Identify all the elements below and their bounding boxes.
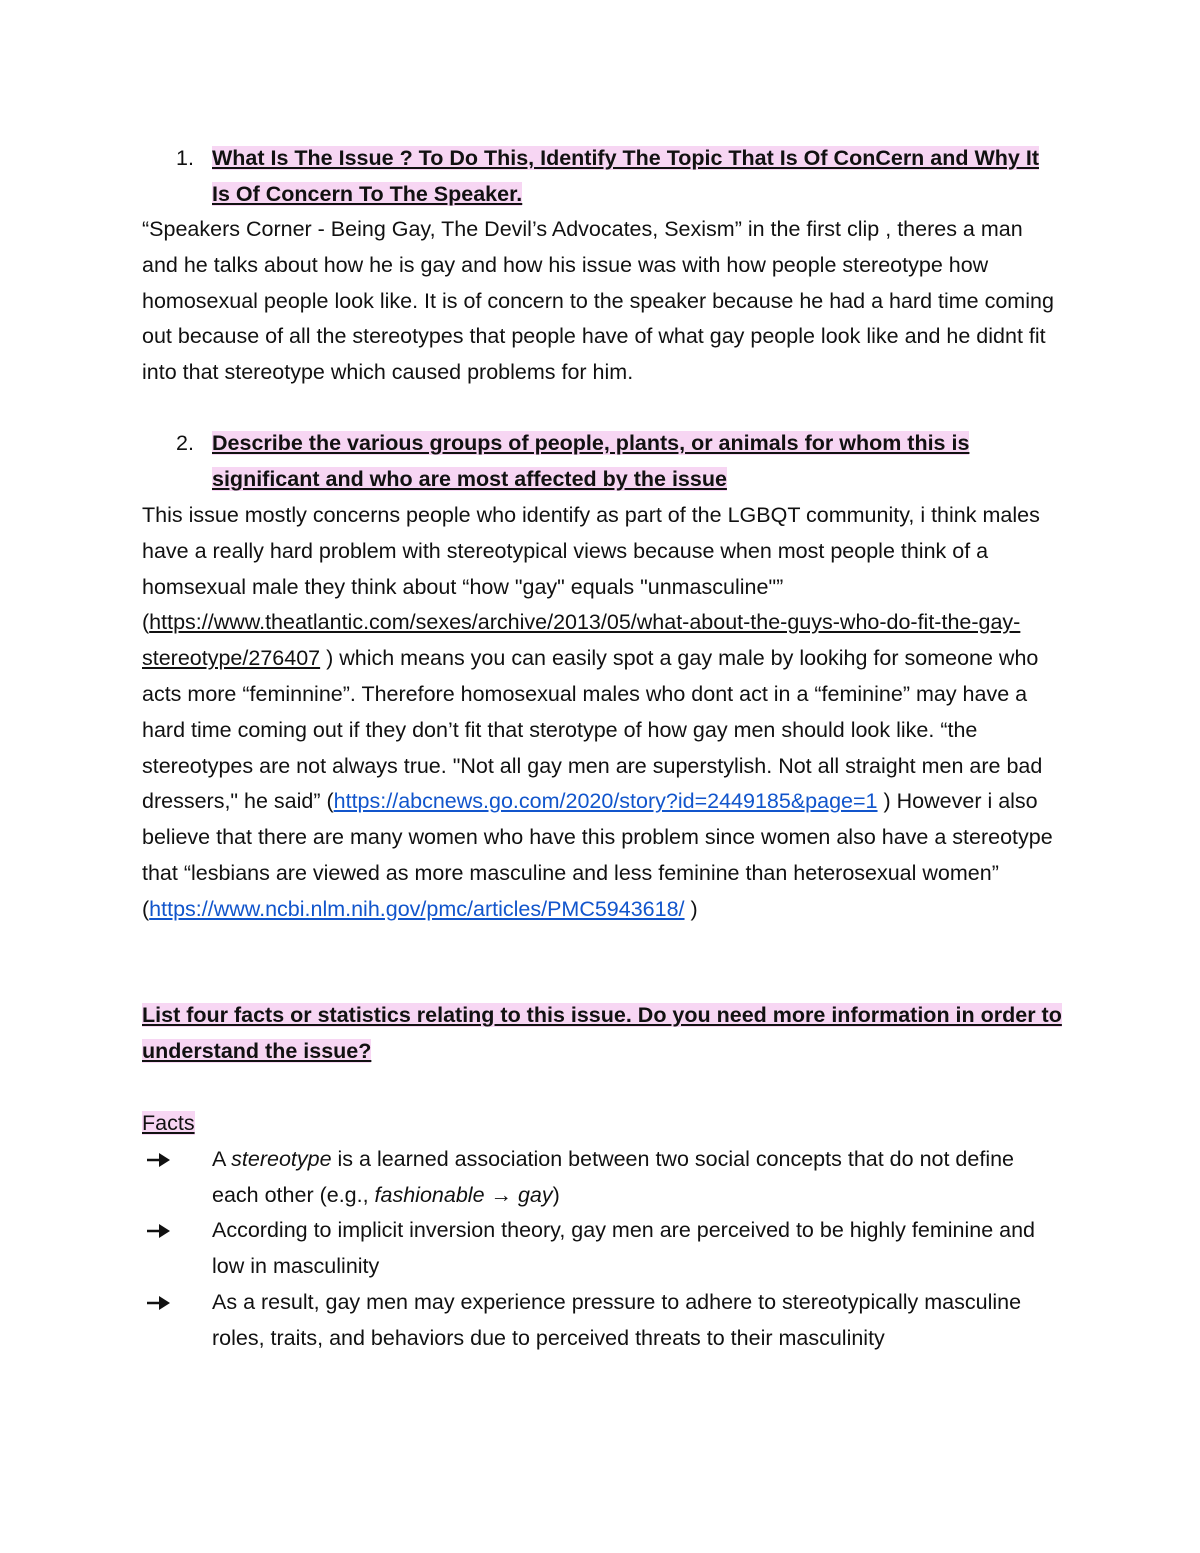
fact-text: )	[552, 1182, 560, 1207]
arrow-bullet-icon	[142, 1213, 202, 1240]
arrow-bullet-icon	[142, 1285, 202, 1312]
question-1-number: 1.	[176, 146, 194, 170]
answer-text: )	[684, 896, 698, 921]
facts-heading: Facts	[142, 1111, 195, 1135]
question-3	[142, 998, 1062, 1070]
question-2-answer	[142, 498, 1062, 928]
fact-text: is a learned association between two social concepts that do not define each other (e.g.,	[212, 1147, 1015, 1207]
fact-example: fashionable → gay	[374, 1182, 553, 1207]
facts-section	[142, 1106, 1062, 1142]
fact-bullet-3	[142, 1285, 1062, 1357]
fact-text: A	[212, 1147, 232, 1171]
fact-bullet-2	[142, 1213, 1062, 1285]
question-1	[142, 141, 1062, 213]
abcnews-link[interactable]: https://abcnews.go.com/2020/story?id=2449185&page=1	[333, 789, 878, 814]
answer-text: This issue mostly concerns people who identify as part of the LGBQT community, i think males have a really hard problem with stereotypical views because when most people think of a homsexual male they think about “how "gay" equals "unmasculine"” (	[142, 503, 1040, 635]
question-3-heading: List four facts or statistics relating to this issue. Do you need more information in order to understand the issue?	[142, 1003, 1062, 1063]
fact-text: According to implicit inversion theory, gay men are perceived to be highly feminine and low in masculinity	[212, 1218, 1036, 1278]
question-2-number: 2.	[176, 431, 194, 455]
fact-text: As a result, gay men may experience pressure to adhere to stereotypically masculine roles, traits, and behaviors due to perceived threats to their masculinity	[212, 1290, 1022, 1350]
question-1-answer: “Speakers Corner - Being Gay, The Devil’s Advocates, Sexism” in the first clip , theres a man and he talks about how he is gay and how his issue was with how people stereotype how homosexual people look like. It is of concern to the speaker because he had a hard time coming out because of all the stereotypes that people have of what gay people look like and he didnt fit into that stereotype which caused problems for him.	[142, 217, 1054, 385]
atlantic-link[interactable]: https://www.theatlantic.com/sexes/archive/2013/05/what-about-the-guys-who-do-fit-the-gay-stereotype/276407	[142, 610, 1021, 671]
fact-bullet-1	[142, 1142, 1062, 1214]
ncbi-link[interactable]: https://www.ncbi.nlm.nih.gov/pmc/articles/PMC5943618/	[149, 896, 685, 921]
answer-text: ) However i also believe that there are many women who have this problem since women also have a stereotype that “lesbians are viewed as more masculine and less feminine than heterosexual women” (	[142, 789, 1053, 921]
fact-term: stereotype	[231, 1147, 332, 1171]
arrow-bullet-icon	[142, 1142, 202, 1169]
question-2	[142, 426, 1062, 498]
question-1-heading: What Is The Issue ? To Do This, Identify The Topic That Is Of ConCern and Why It Is Of Concern To The Speaker.	[212, 146, 1039, 206]
question-2-heading: Describe the various groups of people, plants, or animals for whom this is significant and who are most affected by the issue	[212, 431, 970, 491]
answer-text: ) which means you can easily spot a gay male by lookihg for someone who acts more “feminnine”. Therefore homosexual males who dont act in a “feminine” may have a hard time coming out if they don’t fit that sterotype of how gay men should look like. “the stereotypes are not always true. "Not all gay men are superstylish. Not all straight men are bad dressers," he said” (	[142, 646, 1043, 814]
